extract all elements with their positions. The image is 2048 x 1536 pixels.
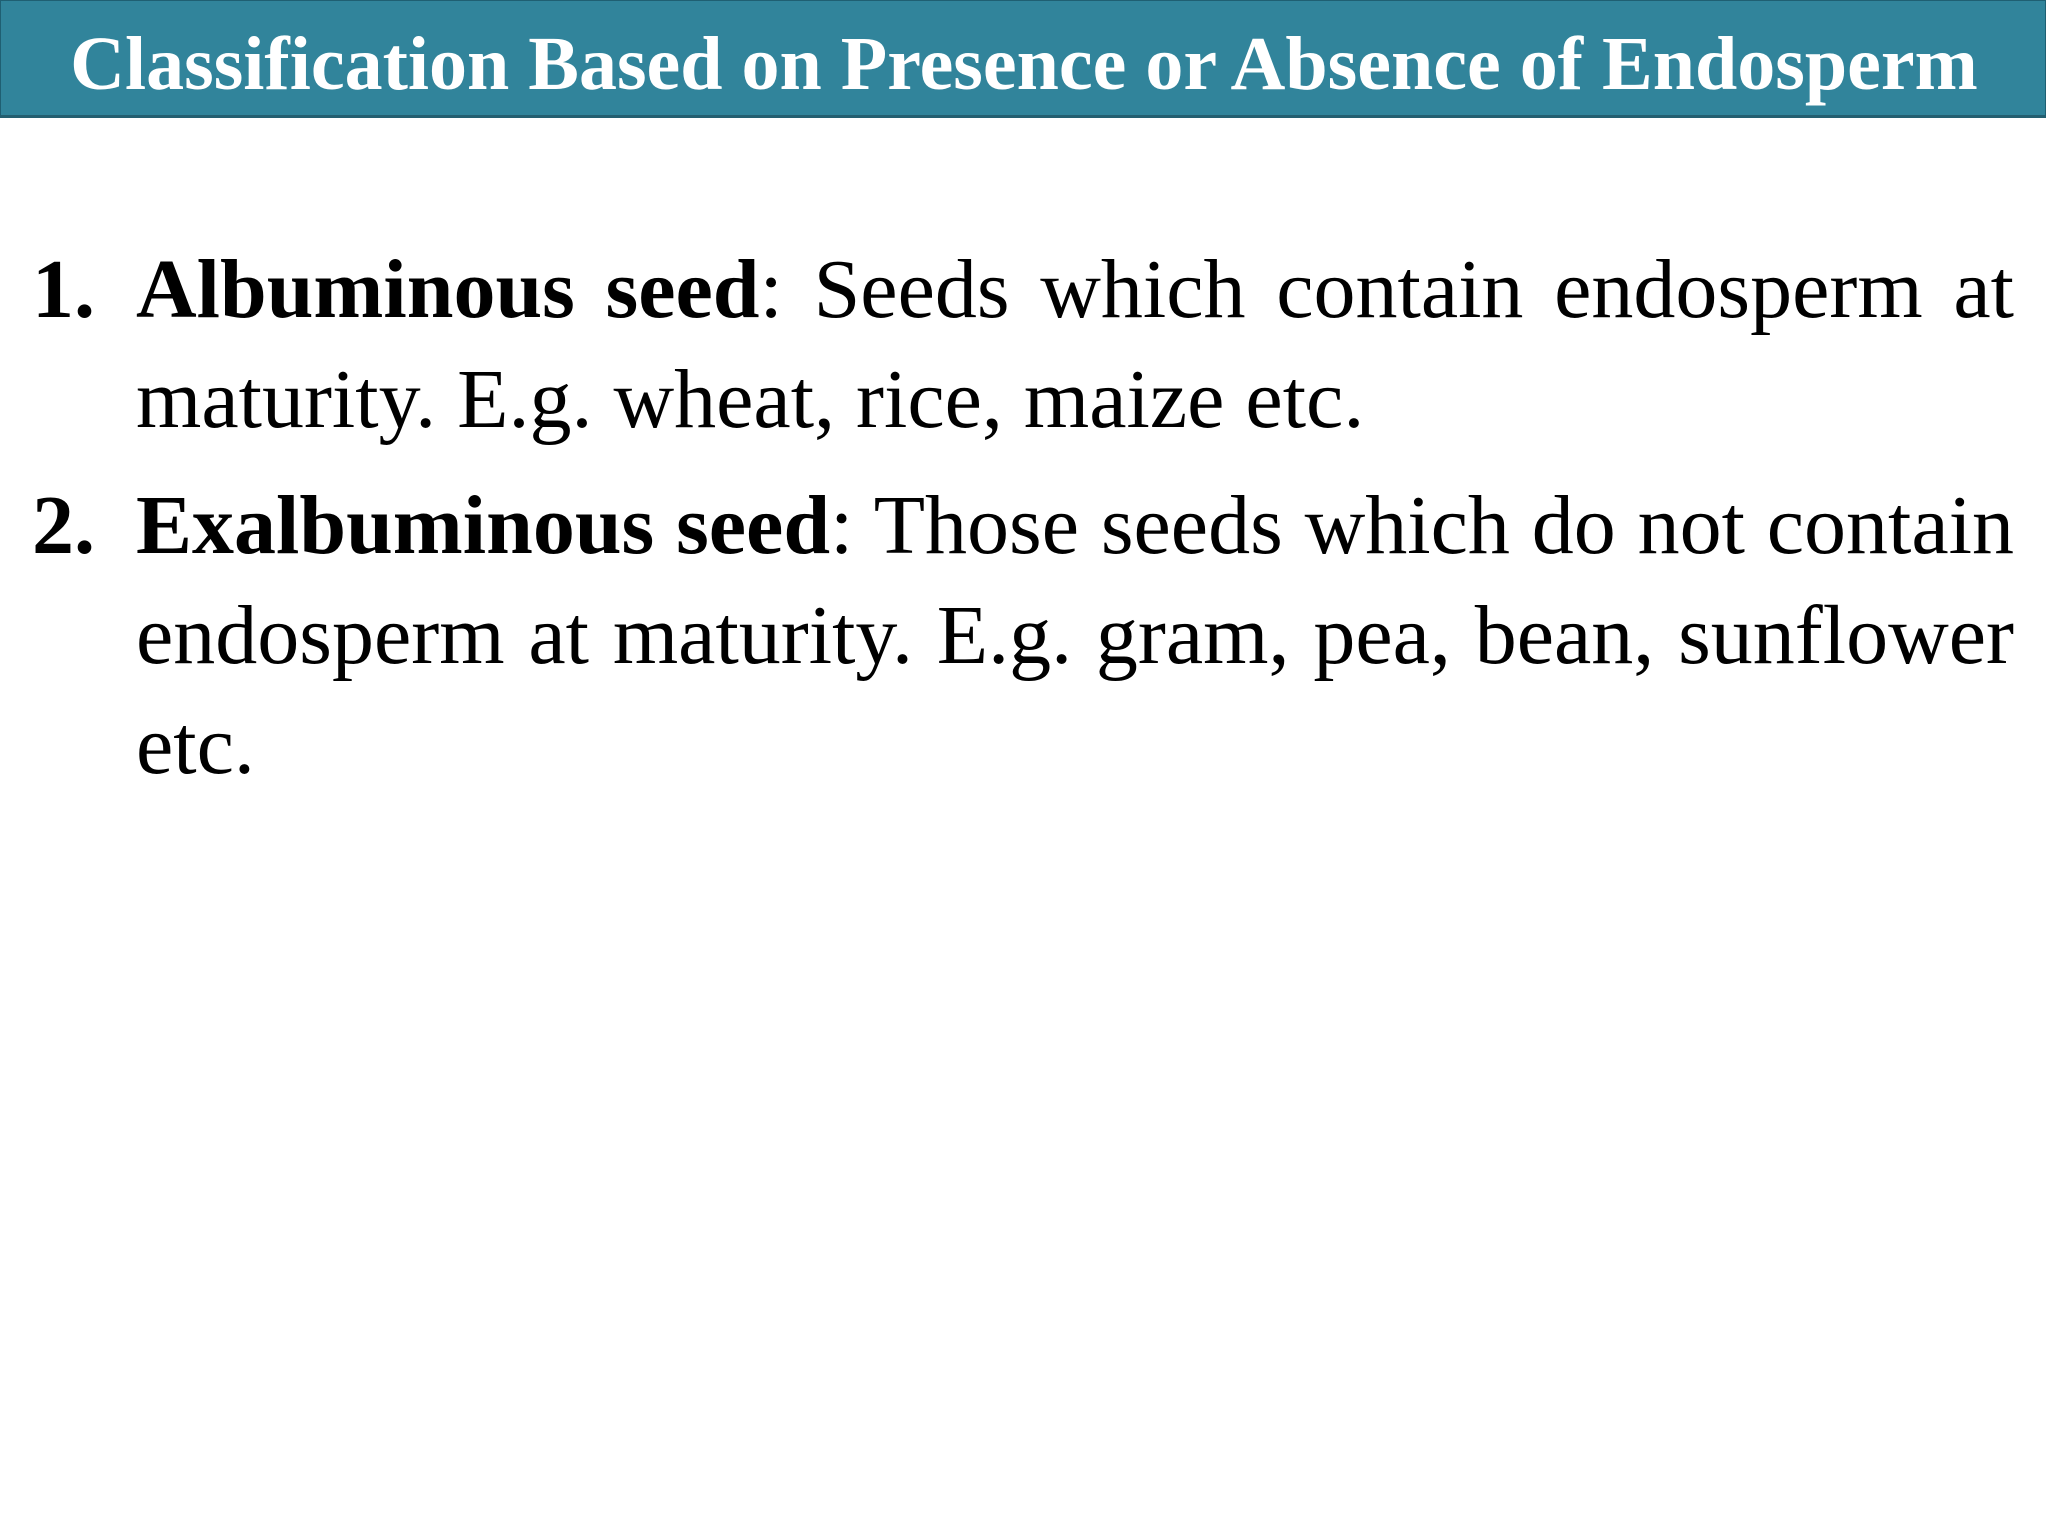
list-item-term: Exalbuminous seed (136, 479, 831, 572)
slide-title: Classification Based on Presence or Absence of Endosperm (70, 22, 1978, 106)
list-item-description: Seeds which contain endosperm at maturity. E.g. wheat, rice, maize etc. (136, 243, 2014, 446)
title-bar (0, 0, 2046, 118)
list-item (32, 471, 2014, 801)
list-item-number: 1. (32, 243, 95, 336)
list-item-description: Those seeds which do not contain endosperm at maturity. E.g. gram, pea, bean, sunflower etc. (136, 479, 2014, 792)
list-item-term: Albuminous seed (136, 243, 760, 336)
slide-content (32, 235, 2014, 817)
list-item (32, 235, 2014, 455)
list-item-separator: : (759, 243, 783, 336)
list-item-separator: : (830, 479, 854, 572)
list-item-number: 2. (32, 479, 95, 572)
